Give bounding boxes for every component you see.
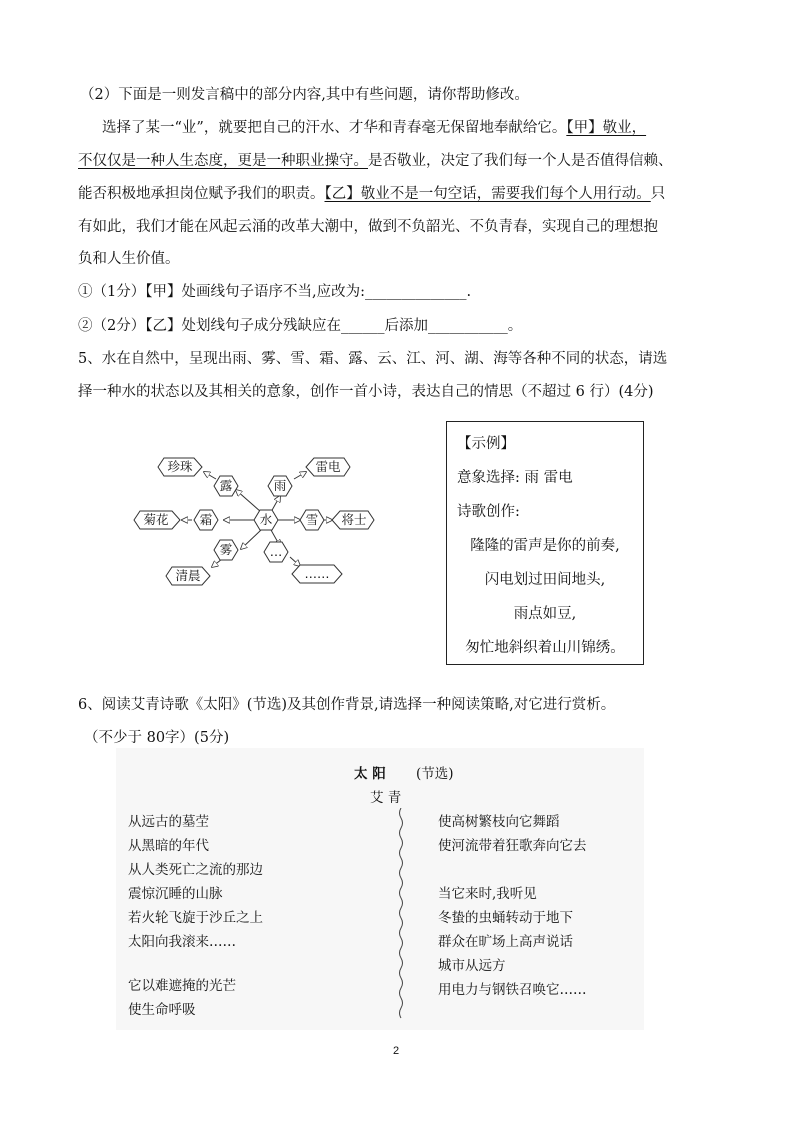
inner-label: … — [269, 544, 283, 559]
poem-right-line: 城市从远方 — [438, 958, 506, 974]
example-box — [446, 421, 644, 665]
poem-divider — [396, 808, 406, 1023]
yi-sentence: 【乙】敬业不是一句空话，需要我们每个人用行动。 — [324, 186, 651, 202]
outer-label: 珍珠 — [167, 459, 193, 474]
poem-right-line: 使河流带着狂歌奔向它去 — [438, 838, 587, 854]
jia-sentence-cont: 不仅仅是一种人生态度，更是一种职业操守。 — [78, 153, 368, 169]
q5-line2: 择一种水的状态以及其相关的意象，创作一首小诗，表达自己的情思（不超过 6 行）(4分) — [78, 384, 654, 400]
poem-excerpt — [116, 748, 644, 1030]
water-imagery-diagram — [128, 446, 378, 591]
example-poem-line: 匆忙地斜织着山川锦绣。 — [465, 640, 625, 656]
example-poem-line: 雨点如豆, — [513, 606, 577, 622]
example-poem-line: 闪电划过田间地头, — [484, 572, 606, 588]
inner-label: 雾 — [219, 542, 233, 557]
q4-2-sub2: ②（2分）【乙】处划线句子成分残缺应在______后添加___________。 — [78, 318, 523, 334]
poem-left-line: 太阳向我滚来…… — [128, 934, 236, 950]
example-image-choice: 意象选择: 雨 雷电 — [457, 470, 573, 486]
q6-line2: （不少于 80字）(5分) — [84, 730, 230, 746]
q5-line1: 5、水在自然中，呈现出雨、雾、雪、霜、露、云、江、河、湖、海等各种不同的状态，请选 — [78, 351, 668, 367]
poem-left-line: 使生命呼吸 — [128, 1002, 196, 1018]
poem-title: 太 阳 — [354, 766, 386, 782]
q4-2-intro: （2）下面是一则发言稿中的部分内容,其中有些问题，请你帮助修改。 — [80, 87, 529, 103]
poem-left-line: 从人类死亡之流的那边 — [128, 862, 263, 878]
outer-label: 菊花 — [143, 512, 169, 527]
outer-label: 雷电 — [315, 459, 341, 474]
inner-label: 雪 — [305, 512, 319, 527]
para-text: 能否积极地承担岗位赋予我们的职责。 — [78, 186, 325, 202]
q4-2-sub1: ①（1分）【甲】处画线句子语序不当,应改为:______________. — [78, 284, 472, 300]
poem-left-line: 若火轮飞旋于沙丘之上 — [128, 910, 263, 926]
poem-right-line: 用电力与钢铁召唤它…… — [438, 982, 587, 998]
example-title: 【示例】 — [457, 436, 515, 452]
q6-line1: 6、阅读艾青诗歌《太阳》(节选)及其创作背景,请选择一种阅读策略,对它进行赏析。 — [78, 697, 616, 713]
example-poem-label: 诗歌创作: — [457, 504, 520, 520]
poem-right-line: 冬蛰的虫蛹转动于地下 — [438, 910, 573, 926]
q4-2-para-line1 — [102, 118, 646, 138]
poem-right-line: 当它来时,我听见 — [438, 886, 537, 902]
para-text: 只 — [650, 186, 666, 202]
inner-label: 雨 — [273, 478, 287, 493]
poem-left-line: 震惊沉睡的山脉 — [128, 886, 223, 902]
poem-left-line: 从黑暗的年代 — [128, 838, 209, 854]
outer-label: 清晨 — [175, 568, 201, 583]
q4-2-para-line5: 负和人生价值。 — [78, 251, 180, 267]
para-text: 是否敬业，决定了我们每一个人是否值得信赖、 — [368, 153, 673, 169]
page-number: 2 — [393, 1045, 400, 1057]
para-text: 选择了某一“业”，就要把自己的汗水、才华和青春毫无保留地奉献给它。 — [102, 120, 567, 136]
q4-2-para-line2 — [78, 151, 673, 171]
poem-left-line: 从远古的墓茔 — [128, 814, 209, 830]
jia-sentence: 【甲】敬业， — [566, 120, 647, 136]
poem-author: 艾 青 — [370, 790, 402, 806]
q4-2-para-line3 — [78, 184, 665, 204]
poem-right-line: 使高树繁枝向它舞蹈 — [438, 814, 560, 830]
outer-label: …… — [304, 566, 330, 581]
inner-label: 霜 — [199, 512, 213, 527]
inner-label: 露 — [219, 478, 233, 493]
center-label: 水 — [259, 512, 273, 527]
poem-right-line: 群众在旷场上高声说话 — [438, 934, 573, 950]
outer-label: 将士 — [341, 512, 367, 527]
poem-left-line: 它以难遮掩的光芒 — [128, 978, 236, 994]
example-poem-line: 隆隆的雷声是你的前奏, — [470, 538, 620, 554]
q4-2-para-line4: 有如此，我们才能在风起云涌的改革大潮中，做到不负韶光、不负青春，实现自己的理想抱 — [78, 219, 658, 235]
poem-subtitle: (节选) — [416, 766, 454, 782]
